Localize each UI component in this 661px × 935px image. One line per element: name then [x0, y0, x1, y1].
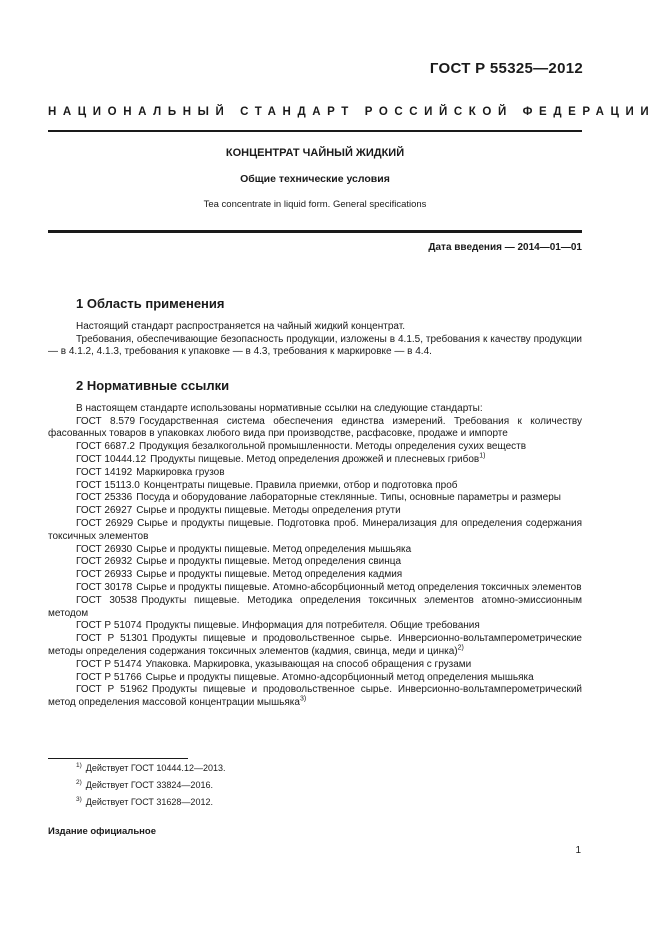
- reference-list: [48, 416, 582, 710]
- reference-code: ГОСТ 14192: [76, 466, 133, 478]
- reference-item: [48, 556, 582, 569]
- reference-text: Сырье и продукты пищевые. Метод определения мышьяка: [136, 543, 412, 555]
- reference-code: ГОСТ 6687.2: [76, 441, 135, 453]
- reference-item: [48, 569, 582, 582]
- footnote: [76, 779, 448, 791]
- reference-text: Государственная система обеспечения единства измерений. Требования к количеству фасованных товаров в упаковках любого вида при производстве, расфасовке, продаже и импорте: [48, 415, 582, 440]
- reference-code: ГОСТ 25336: [76, 492, 133, 504]
- reference-item: [48, 633, 582, 659]
- reference-text: Концентраты пищевые. Правила приемки, отбор и подготовка проб: [143, 479, 458, 491]
- reference-item: [48, 672, 582, 685]
- reference-code: ГОСТ 8.579: [76, 415, 136, 427]
- reference-item: [48, 416, 582, 442]
- reference-code: ГОСТ 26927: [76, 505, 133, 517]
- edition-label: Издание официальное: [48, 826, 156, 837]
- reference-item: [48, 454, 582, 467]
- reference-code: ГОСТ Р 51766: [76, 671, 142, 683]
- section-heading: 1 Область применения: [76, 296, 225, 311]
- title-divider: [48, 230, 582, 233]
- document-title-english: Tea concentrate in liquid form. General specifications: [203, 199, 427, 210]
- top-divider: [48, 130, 582, 132]
- footnote-marker: 3): [299, 695, 307, 703]
- footnote-marker: 1): [479, 452, 486, 460]
- footnote-mark: 1): [76, 762, 82, 769]
- reference-text: Сырье и продукты пищевые. Метод определения кадмия: [136, 569, 403, 581]
- national-standard-banner: НАЦИОНАЛЬНЫЙ СТАНДАРТ РОССИЙСКОЙ ФЕДЕРАЦИИ: [48, 106, 656, 118]
- gost-number: ГОСТ Р 55325—2012: [429, 60, 583, 77]
- reference-code: ГОСТ 15113.0: [76, 479, 140, 491]
- footnote-mark: 2): [76, 779, 82, 786]
- footnote-text: Действует ГОСТ 10444.12—2013.: [85, 763, 226, 773]
- reference-item: [48, 467, 582, 480]
- section-normative-references: [48, 380, 582, 710]
- document-subtitle: Общие технические условия: [240, 173, 390, 185]
- reference-code: ГОСТ Р 51474: [76, 658, 142, 670]
- reference-item: [48, 684, 582, 710]
- reference-code: ГОСТ 26932: [76, 556, 133, 568]
- reference-text: Продукция безалкогольной промышленности. Методы определения сухих веществ: [139, 441, 527, 453]
- document-title: КОНЦЕНТРАТ ЧАЙНЫЙ ЖИДКИЙ: [225, 147, 405, 159]
- introduction-date: Дата введения — 2014—01—01: [428, 242, 582, 253]
- section-scope: [48, 298, 582, 359]
- reference-text: Продукты пищевые. Информация для потребителя. Общие требования: [145, 620, 480, 632]
- reference-item: [48, 659, 582, 672]
- footnote: [76, 762, 448, 774]
- reference-text: Сырье и продукты пищевые. Атомно-абсорбционный метод определения токсичных элементов: [136, 581, 582, 593]
- reference-text: Маркировка грузов: [136, 466, 225, 478]
- footnote-mark: 3): [76, 796, 82, 803]
- paragraph: Требования, обеспечивающие безопасность продукции, изложены в 4.1.5, требования к качеству продукции — в 4.1.2, 4.1.3, требования к упаковке — в 4.3, требования к маркировке — в 4.4.: [48, 333, 582, 358]
- reference-text: Сырье и продукты пищевые. Метод определения свинца: [136, 556, 402, 568]
- reference-text: Упаковка. Маркировка, указывающая на способ обращения с грузами: [145, 658, 472, 670]
- reference-code: ГОСТ Р 51962: [76, 684, 148, 696]
- reference-text: Продукты пищевые. Методика определения токсичных элементов атомно-эмиссионным методом: [48, 594, 583, 619]
- reference-item: [48, 582, 582, 595]
- reference-item: [48, 620, 582, 633]
- reference-code: ГОСТ 30538: [76, 594, 138, 606]
- reference-item: [48, 492, 582, 505]
- section-heading: 2 Нормативные ссылки: [76, 378, 230, 393]
- reference-text: Сырье и продукты пищевые. Подготовка проб. Минерализация для определения содержания токсичных элементов: [48, 517, 582, 542]
- reference-code: ГОСТ Р 51074: [76, 620, 142, 632]
- reference-text: Продукты пищевые и продовольственное сырье. Инверсионно-вольтамперометрический метод определения массовой концентрации мышьяка: [48, 684, 582, 709]
- reference-code: ГОСТ 10444.12: [76, 453, 147, 465]
- reference-item: [48, 480, 582, 493]
- footnotes: [48, 762, 448, 813]
- reference-code: ГОСТ Р 51301: [76, 633, 148, 645]
- footnote-text: Действует ГОСТ 33824—2016.: [85, 780, 213, 790]
- footnote-marker: 2): [457, 644, 464, 652]
- reference-code: ГОСТ 30178: [76, 581, 133, 593]
- reference-text: Посуда и оборудование лабораторные стеклянные. Типы, основные параметры и размеры: [136, 492, 561, 504]
- reference-item: [48, 518, 582, 544]
- reference-text: Продукты пищевые и продовольственное сырье. Инверсионно-вольтамперометрические методы определения содержания токсичных элементов (кадмия, свинца, меди и цинка): [48, 633, 582, 657]
- footnote-divider: [48, 758, 188, 759]
- reference-text: Сырье и продукты пищевые. Атомно-адсорбционный метод определения мышьяка: [145, 671, 534, 683]
- paragraph: В настоящем стандарте использованы нормативные ссылки на следующие стандарты:: [76, 402, 483, 414]
- reference-item: [48, 505, 582, 518]
- reference-code: ГОСТ 26929: [76, 517, 134, 529]
- reference-item: [48, 441, 582, 454]
- reference-item: [48, 595, 582, 621]
- reference-code: ГОСТ 26933: [76, 569, 133, 581]
- reference-text: Сырье и продукты пищевые. Методы определения ртути: [136, 505, 401, 517]
- footnote: [76, 796, 448, 808]
- reference-text: Продукты пищевые. Метод определения дрожжей и плесневых грибов: [150, 453, 480, 465]
- reference-item: [48, 544, 582, 557]
- page-number: 1: [575, 845, 581, 856]
- reference-code: ГОСТ 26930: [76, 543, 133, 555]
- paragraph: Настоящий стандарт распространяется на чайный жидкий концентрат.: [76, 320, 405, 332]
- footnote-text: Действует ГОСТ 31628—2012.: [85, 797, 213, 807]
